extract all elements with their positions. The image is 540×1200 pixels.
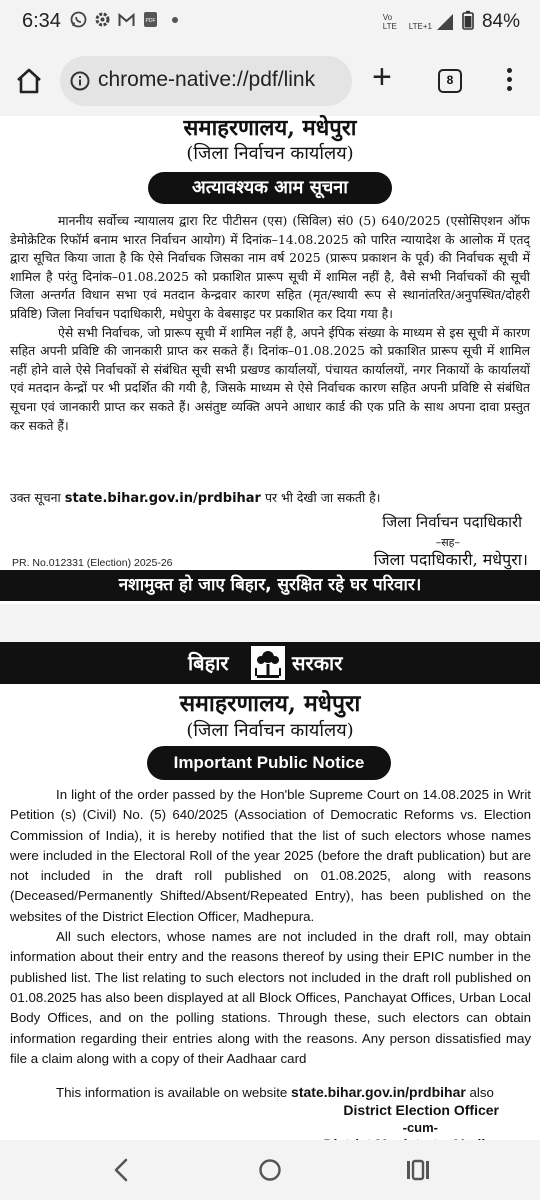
english-notice-body	[10, 785, 531, 1069]
battery-percent: 84%	[481, 11, 520, 32]
hindi-office-subtitle: (जिला निर्वाचन कार्यालय)	[186, 143, 354, 164]
bihar-emblem-icon	[251, 646, 285, 680]
hindi-signature-cum: –सह–	[435, 536, 460, 549]
english-website-suffix: also	[469, 1085, 494, 1100]
new-tab-button[interactable]: +	[372, 58, 392, 96]
hindi-website-line	[10, 489, 530, 506]
english-notice-badge: Important Public Notice	[147, 746, 391, 780]
tab-switcher-button[interactable]: 8	[438, 69, 462, 93]
gov-band-right-text: सरकार	[292, 651, 343, 675]
system-indicators	[383, 10, 520, 34]
page-separator	[0, 604, 540, 642]
hindi-signature-line-2: जिला पदाधिकारी, मधेपुरा।	[373, 550, 528, 569]
address-bar[interactable]	[60, 56, 352, 106]
english-paragraph-1: In light of the order passed by the Hon'ble Supreme Court on 14.08.2025 in Writ Petition (s) (Civil) No. (5) 640/2025 (Association of Democratic Reforms vs. Election Commission of India), it is hereby notified that the list of such electors whose names were included in the Electoral Roll of the year 2025 (before the draft publication) but are not included in the draft roll published on 01.08.2025, along with reasons (Deceased/Permanently Shifted/Absent/Repeated Entry), has been published on the websites of the District Election Officer, Madhepura.	[10, 787, 531, 924]
english-website-link[interactable]: state.bihar.gov.in/prdbihar	[291, 1084, 466, 1100]
gmail-icon	[118, 11, 135, 28]
more-menu-icon[interactable]	[505, 68, 513, 94]
signal-icon	[409, 13, 454, 31]
bihar-government-band	[0, 642, 540, 684]
status-time: 6:34	[22, 10, 61, 32]
lte-indicator: LTE+1	[408, 22, 432, 31]
url-text[interactable]: chrome-native://pdf/link	[98, 68, 316, 91]
english-office-title: समाहरणालय, मधेपुरा	[179, 690, 361, 717]
home-icon[interactable]	[14, 66, 44, 96]
recents-icon[interactable]	[404, 1158, 432, 1182]
browser-toolbar	[0, 46, 540, 116]
english-signature-cum: -cum-	[402, 1120, 438, 1135]
hindi-website-prefix: उक्त सूचना	[10, 490, 61, 505]
hindi-notice-badge: अत्यावश्यक आम सूचना	[148, 172, 392, 204]
gov-band-left-text: बिहार	[188, 651, 229, 675]
whatsapp-icon	[70, 11, 87, 28]
battery-icon	[462, 10, 474, 34]
notification-icons	[70, 11, 183, 28]
hindi-paragraph-2: ऐसे सभी निर्वाचक, जो प्रारूप सूची में शामिल नहीं है, अपने ईपिक संख्या के माध्यम से इस सूची में कारण सहित अपनी प्रविष्टि की जानकारी प्राप्त कर सकते हैं। दिनांक–01.08.2025 को प्रकाशित प्रारूप सूची में शामिल नहीं होने वाले ऐसे निर्वाचकों से संबंधित सूची सभी प्रखण्ड कार्यालयों, पंचायत कार्यालयों, नगर निकायों के कार्यालयों एवं मतदान केन्द्रों पर भी प्रदर्शित की गयी है, जिसके माध्यम से ऐसे निर्वाचक कारण सहित अपनी प्रविष्टि से संबंधित सूचना एवं जानकारी प्राप्त कर सकते हैं। असंतुष्ट व्यक्ति अपने आधार कार्ड की एक प्रति के साथ अपना दावा प्रस्तुत कर सकते हैं।	[10, 324, 530, 433]
back-icon[interactable]	[110, 1156, 134, 1184]
english-paragraph-2: All such electors, whose names are not included in the draft roll, may obtain information about their entry and the reasons thereof by using their EPIC number in the published list. The list relating to such electors not included in the draft roll published on 01.08.2025 has also been displayed at all Block Offices, Panchayat Offices, Urban Local Body Offices, and on the polling stations. Through these, such electors can obtain information regarding their entries along with the reasons. Any person dissatisfied may file a claim along with a copy of their Aadhaar card	[10, 929, 531, 1066]
pr-number: PR. No.012331 (Election) 2025-26	[12, 557, 173, 569]
english-notice-page	[0, 642, 540, 1140]
dot-icon	[166, 11, 183, 28]
english-website-line	[56, 1084, 494, 1100]
home-nav-icon[interactable]	[258, 1158, 282, 1182]
hindi-signature-line-1: जिला निर्वाचन पदाधिकारी	[382, 513, 522, 531]
hindi-website-link[interactable]: state.bihar.gov.in/prdbihar	[64, 491, 261, 506]
pdf-icon	[142, 11, 159, 28]
system-navigation-bar	[0, 1140, 540, 1200]
hindi-paragraph-1: माननीय सर्वोच्च न्यायालय द्वारा रिट पीटीसन (एस) (सिविल) सं0 (5) 640/2025 (एसोसिएशन ऑफ डेमोक्रेटिक रिफॉर्म बनाम भारत निर्वाचन आयोग) में दिनांक–14.08.2025 को पारित न्यायादेश के आलोक में एतद् द्वारा सूचित किया जाता है कि ऐसे निर्वाचक जिसका नाम वर्ष 2025 (प्रारूप प्रकाशन के पूर्व) की निर्वाचक सूची में शामिल है परंतु दिनांक–01.08.2025 को प्रकाशित प्रारूप सूची में शामिल नहीं है, वैसे सभी निर्वाचकों की सूची जिला अन्तर्गत विधान सभा एवं मतदान केन्द्रवार कारण सहित (मृत/स्थायी रूप से स्थानांतरित/अनुपस्थित/दोहरी प्रविष्टि) जिला निर्वाचन पदाधिकारी, मधेपुरा के वेबसाइट पर प्रकाशित कर दिया गया है।	[10, 213, 530, 321]
slogan-banner: नशामुक्त हो जाए बिहार, सुरक्षित रहे घर परिवार।	[0, 570, 540, 601]
hindi-notice-body	[10, 212, 530, 435]
status-bar	[0, 0, 540, 46]
svg-text:PDF: PDF	[145, 18, 156, 24]
english-website-prefix: This information is available on website	[56, 1085, 288, 1100]
english-office-subtitle: (जिला निर्वाचन कार्यालय)	[186, 720, 354, 741]
english-signature-line-1: District Election Officer	[343, 1102, 499, 1118]
hindi-office-title: समाहरणालय, मधेपुरा	[183, 115, 357, 141]
volte-indicator: Vo LTE	[382, 13, 397, 31]
settings-icon	[94, 11, 111, 28]
hindi-notice-page	[0, 116, 540, 604]
info-icon[interactable]	[70, 71, 90, 91]
pdf-document[interactable]	[0, 116, 540, 1140]
hindi-website-suffix: पर भी देखी जा सकती है।	[264, 490, 381, 505]
